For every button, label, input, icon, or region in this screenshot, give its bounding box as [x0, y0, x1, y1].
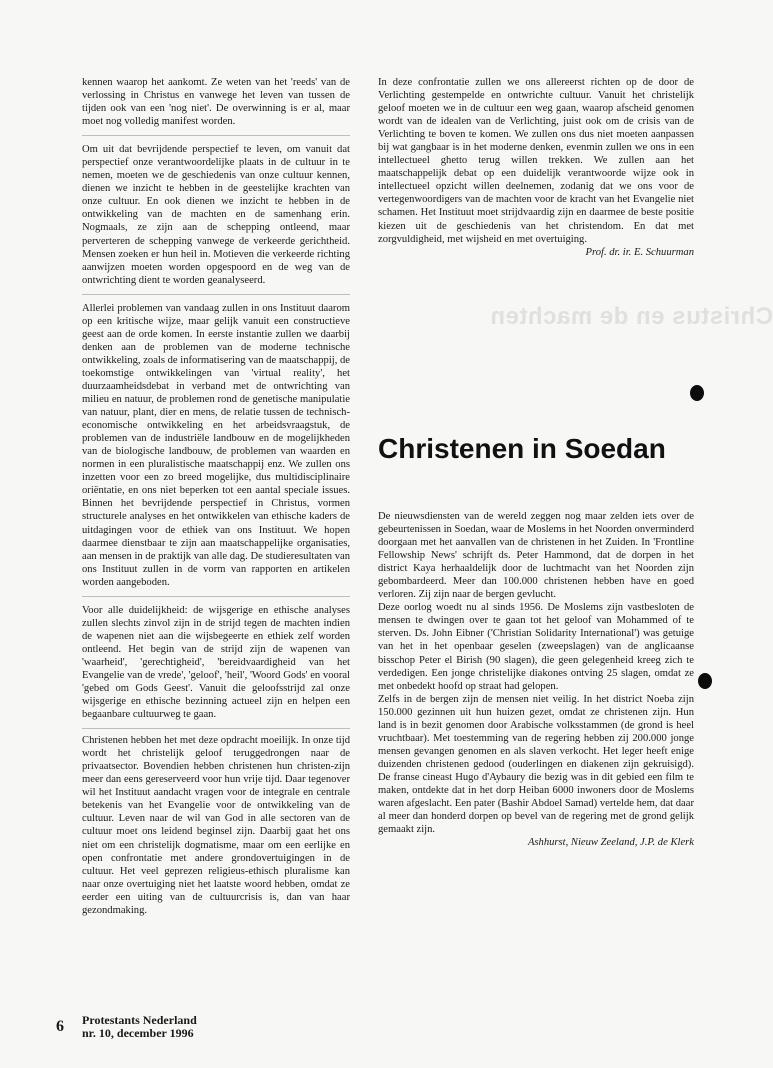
- divider: [82, 294, 350, 295]
- article-body: [378, 510, 694, 856]
- left-paragraph-2: Om uit dat bevrijdende perspectief te leven, om vanuit dat perspectief onze verantwoordelijke plaats in de cultuur in te nemen, moeten we de geschiedenis van onze cultuur kennen, dienen we inzicht te hebben in de geestelijke krachten van onze cultuur. En ook dienen we inzicht te hebben in de ontwikkeling van de machten en de samenhang erin. Nogmaals, ze zijn aan de schepping ontleend, maar perverteren de schepping vanwege de verkeerde gerichtheid. Mensen zoeken er hun heil in. Motieven die verkeerde richting aanwijzen moeten worden opgespoord en de weg van de ontwrichting dient te worden geanalyseerd.: [82, 144, 350, 286]
- article-paragraph-3: Zelfs in de bergen zijn de mensen niet veilig. In het district Noeba zijn 150.000 gezinnen uit hun huizen gezet, omdat ze christenen zijn. Hun land is in bezit genomen door Arabische volksstammen (de grond is heel vruchtbaar). Met toestemming van de regering hebben zij 200.000 jonge mensen gevangen genomen en als slaven verkocht. Het leger heeft enige duizenden christenen gedood (ouderlingen en diakenen zijn gekruisigd). De franse cineast Hugo d'Aybaury die bezig was in dit gebied een film te maken, ontdekte dat in het dorp Heiban 6000 inwoners door de Moslems waren afgeslacht. Een pater (Bashir Abdoel Samad) vertelde hem, dat daar al meer dan honderd dorpen op bevel van de regering met de grond gelijk gemaakt zijn.: [378, 693, 694, 836]
- left-column: [82, 76, 350, 924]
- article-signature: Ashhurst, Nieuw Zeeland, J.P. de Klerk: [527, 837, 694, 849]
- issue-info: nr. 10, december 1996: [82, 1026, 194, 1040]
- punch-hole-bottom: [698, 673, 712, 689]
- publication-info: [82, 1014, 197, 1040]
- punch-hole-top: [690, 385, 704, 401]
- bleed-through-heading: Christus en de machten: [490, 303, 773, 330]
- divider: [82, 596, 350, 597]
- article-title: Christenen in Soedan: [378, 433, 666, 464]
- right-paragraph-1: In deze confrontatie zullen we ons allereerst richten op de door de Verlichting gestempelde en ontwrichte cultuur. Vanuit het christelijk geloof moeten we in de cultuur een weg gaan, waarop afscheid genomen wordt van de idealen van de Verlichting, juist ook om de crisis van de Verlichting te boven te komen. We zullen ons dus niet moeten aanpassen bij wat gangbaar is in het moderne denken, evenmin zullen we ons in een intellectueel ghetto terug willen trekken. We zullen aan het maatschappelijk debat op een duidelijk verantwoorde wijze ook in intellectueel opzicht willen deelnemen, zodanig dat we ons voor de vertegenwoordigers van de machten voor de kracht van het Evangelie niet schamen. Het Instituut moet strijdvaardig zijn en daarmee de beste positie kiezen uit de geschiedenis van het christendom. En dat met zorgvuldigheid, met wijsheid en met overtuiging.: [378, 77, 694, 245]
- left-paragraph-4: Voor alle duidelijkheid: de wijsgerige en ethische analyses zullen slechts zinvol zijn in de strijd tegen de machten indien de wapenen niet aan die wijsbegeerte en ethiek zelf worden ontleend. Het begin van de strijd zijn de wapenen van 'waarheid', 'gerechtigheid', 'bereidvaardigheid van het Evangelie van de vrede', 'geloof', 'heil', 'Woord Gods' en vooral 'gebed om Gods Geest'. Vanuit die geloofsstrijd zal onze wijsgerige en ethische bezinning actueel zijn en helpen een begaanbare cultuurweg te gaan.: [82, 604, 350, 721]
- left-paragraph-5: Christenen hebben het met deze opdracht moeilijk. In onze tijd wordt het christelijk geloof teruggedrongen naar de privaatsector. Bovendien hebben christenen hun christen-zijn meer dan eens gereserveerd voor hun vrije tijd. Daar tegenover wil het Instituut aandacht vragen voor de integrale en centrale betekenis van het Evangelie voor de ontwikkeling van de cultuur. Leven naar de wil van God in alle sectoren van de cultuur moet ons leidend beginsel zijn. Daarbij gaat het ons niet om een christelijk dogmatisme, maar om een eerlijke en open confrontatie met andere grondovertuigingen in de cultuur. Het veel geprezen religieus-ethisch pluralisme kan naar onze overtuiging niet het laatste woord hebben, omdat ze eerder een uiting van de cultuurcrisis is, dan van haar gezondmaking.: [82, 735, 350, 916]
- article-paragraph-1: De nieuwsdiensten van de wereld zeggen nog maar zelden iets over de gebeurtenissen in Soedan, waar de Moslems in het Noorden onverminderd doorgaan met het aanvallen van de christenen in het Zuiden. In 'Frontline Fellowship News' schrijft ds. Peter Hammond, dat de dorpen in het district Kaya herhaaldelijk door de luchtmacht van het Noorden zijn gebombardeerd. Meer dan 100.000 christenen hebben have en goed verloren. Zij zijn naar de bergen gevlucht.: [378, 511, 694, 601]
- author-signature: Prof. dr. ir. E. Schuurman: [585, 246, 694, 258]
- left-paragraph-1: kennen waarop het aankomt. Ze weten van het 'reeds' van de verlossing in Christus en vanwege het leven van tussen de tijden ook van een 'nog niet'. De overwinning is er al, maar moet nog volledig manifest worden.: [82, 77, 350, 128]
- left-paragraph-3: Allerlei problemen van vandaag zullen in ons Instituut daarom op een kritische wijze, maar gelijk vanuit een constructieve geest aan de orde komen. In eerste instantie zullen we daarbij denken aan de problemen van de moderne technische ontwikkeling, zoals de informatisering van de maatschappij, de toekomstige ontwikkelingen van 'virtual reality', het duurzaamheidsdebat in verband met de ontwrichting van milieu en natuur, de problemen rond de genetische manipulatie van natuur, plant, dier en mens, de relatie tussen de technisch-economische ontwikkeling en het arbeidsvraagstuk, de problemen van de industriële landbouw en de mogelijkheden van de biologische landbouw, de problemen van waarden en normen in een pluralistische maatschappij enz. We zullen ons inzetten voor een zo breed mogelijke, dus multidisciplinaire oriëntatie, en ons niet beperken tot een aantal speciale issues. Binnen het bevrijdende perspectief in Christus, vormen structurele analyses en het ontwikkelen van ethische kaders de uitdagingen voor de ethiek van ons Instituut. We hopen daarmee dienstbaar te zijn aan maatschappelijke organisaties, aan mensen in de praktijk van alle dag. De studieresultaten van ons Instituut zullen in de vorm van rapporten en artikelen worden aangeboden.: [82, 302, 351, 588]
- right-column: [378, 76, 694, 266]
- article-paragraph-2: Deze oorlog woedt nu al sinds 1956. De Moslems zijn vastbesloten de mensen te dwingen over te gaan tot het geloof van Mohammed of te sterven. Ds. John Eibner ('Christian Solidarity International') was getuige van het in het openbaar geselen (zweepslagen) van de anglicaanse bisschop Peter el Birish (90 slagen), die geen gelegenheid kreeg zich te verdedigen. Een jonge christelijke diakones ontving 25 slagen, omdat ze met onbedekt hoofd op straat had gelopen.: [378, 602, 694, 692]
- page-number: 6: [56, 1018, 64, 1035]
- divider: [82, 728, 350, 729]
- publication-name: Protestants Nederland: [82, 1013, 197, 1027]
- divider: [82, 135, 350, 136]
